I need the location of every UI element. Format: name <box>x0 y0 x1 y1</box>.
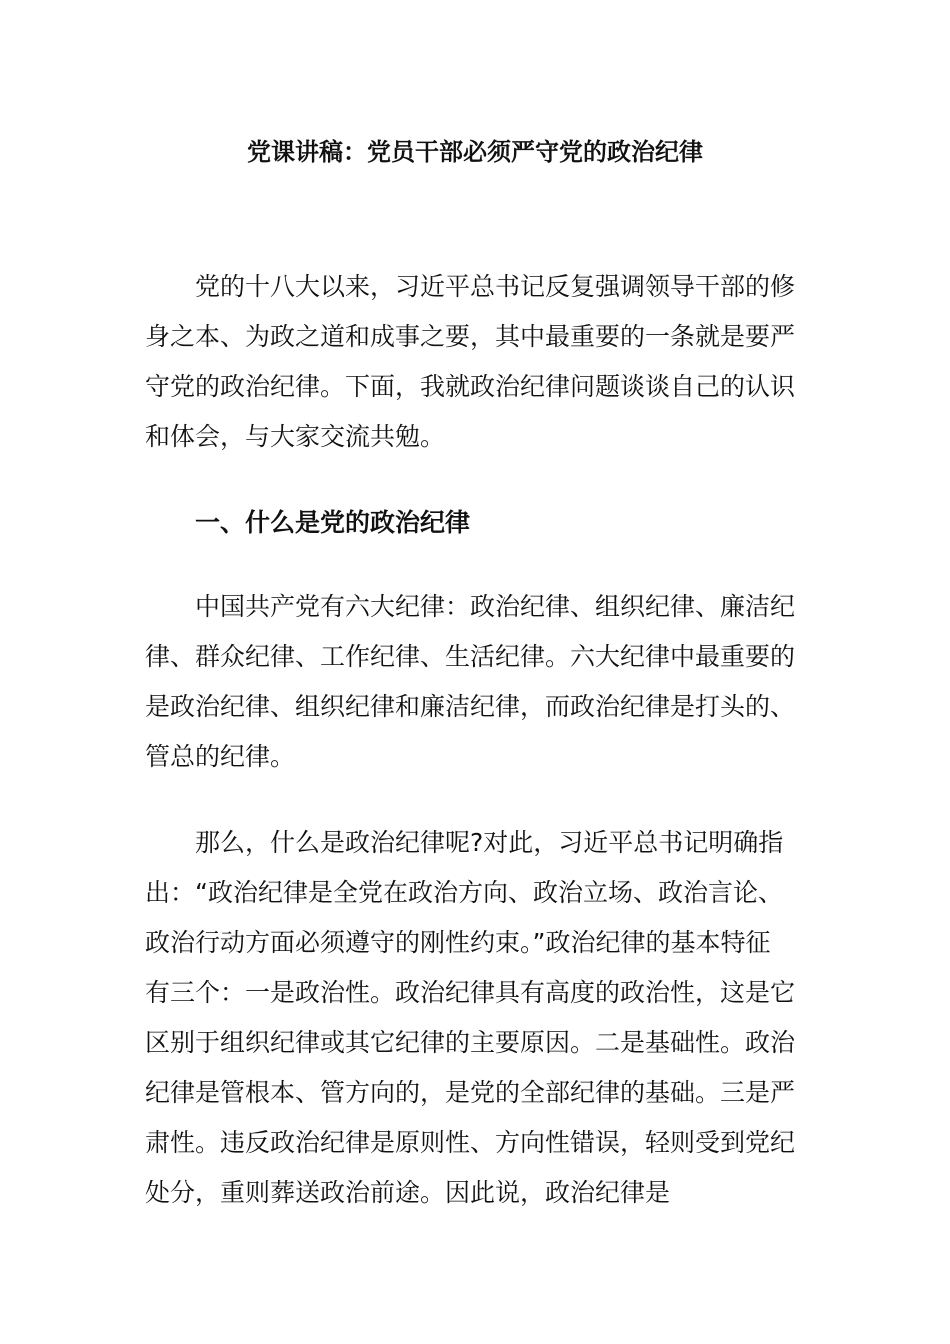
document-title: 党课讲稿：党员干部必须严守党的政治纪律 <box>247 138 703 166</box>
section-heading-1: 一、什么是党的政治纪律 <box>195 508 471 537</box>
intro-paragraph: 党的十八大以来，习近平总书记反复强调领导干部的修身之本、为政之道和成事之要，其中最重要的一条就是要严守党的政治纪律。下面，我就政治纪律问题谈谈自己的认识和体会，与大家交流共勉。 <box>145 272 796 451</box>
body-paragraph-2: 那么，什么是政治纪律呢?对此，习近平总书记明确指出：“政治纪律是全党在政治方向、政治立场、政治言论、政治行动方面必须遵守的刚性约束。”政治纪律的基本特征有三个：一是政治性。政治纪律具有高度的政治性，这是它区别于组织纪律或其它纪律的主要原因。二是基础性。政治纪律是管根本、管方向的，是党的全部纪律的基础。三是严肃性。违反政治纪律是原则性、方向性错误，轻则受到党纪处分，重则葬送政治前途。因此说，政治纪律是 <box>145 828 796 1207</box>
body-paragraph-1: 中国共产党有六大纪律：政治纪律、组织纪律、廉洁纪律、群众纪律、工作纪律、生活纪律。六大纪律中最重要的是政治纪律、组织纪律和廉洁纪律，而政治纪律是打头的、管总的纪律。 <box>145 592 796 771</box>
